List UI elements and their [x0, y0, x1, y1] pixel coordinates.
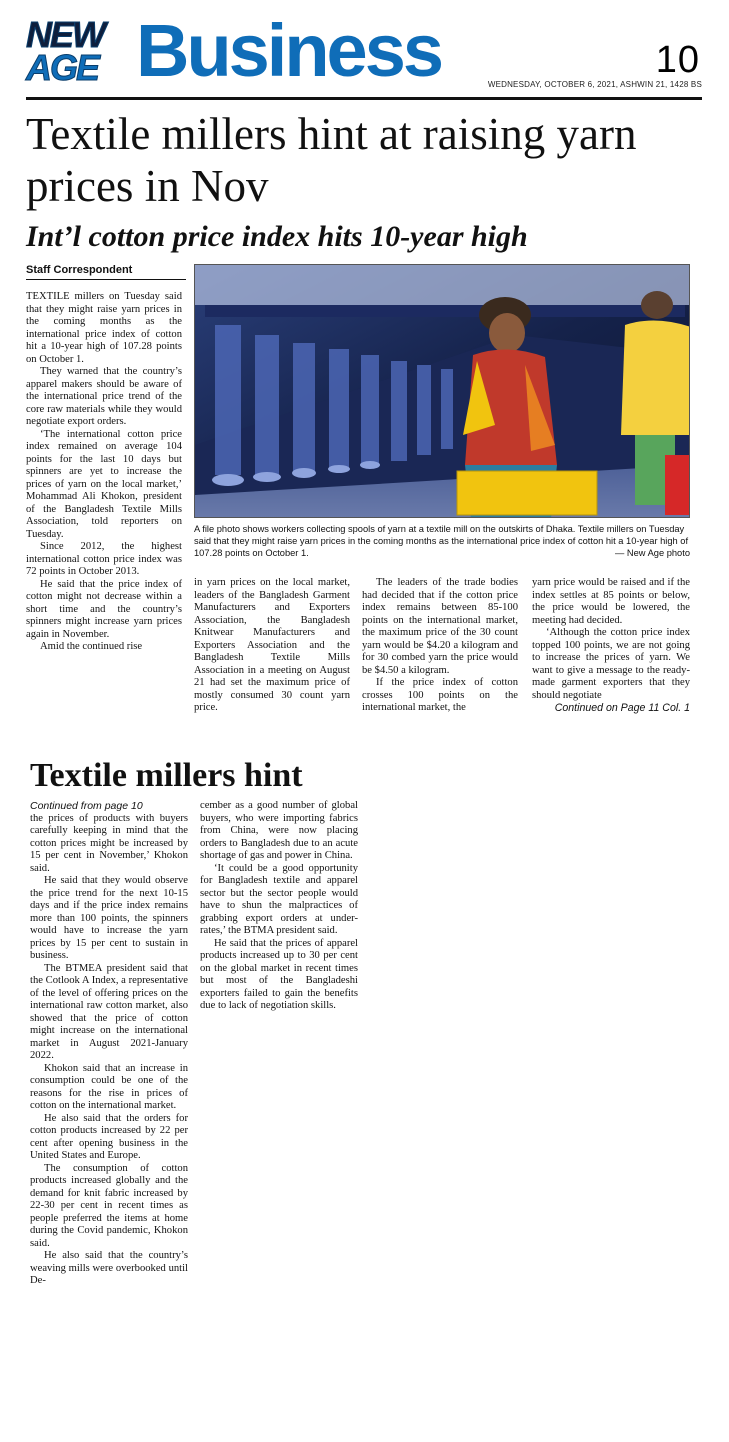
paragraph: the prices of products with buyers carefully keeping in mind that the cotton prices might be increased by 15 per cent in November,’ Khokon said. — [30, 812, 188, 874]
paragraph: He said that they would observe the price trend for the next 10-15 days and if the price index remains more than 100 points, the spinners would have to increase the yarn prices by 15 per cent to sustain in business. — [30, 875, 188, 961]
paragraph: He said that the price index of cotton might not decrease within a short time and the country’s spinners might increase yarn prices again in November. — [26, 578, 182, 640]
page-number: 10 — [655, 39, 700, 81]
paragraph: ‘The international cotton price index remained on average 104 points for the last 10 days but spinners are yet to increase the prices of yarn on the local market,’ Mohammad Ali Khokon, president of the Bangladesh Textile Mills Association, told reporters on Tuesday. — [26, 428, 182, 540]
article-column-3 — [362, 577, 518, 715]
paragraph: The BTMEA president said that the Cotlook A Index, a representative of the level of offering prices on the international raw cotton market, also showed that the price of cotton might increase on the international market in August 2021-January 2022. — [30, 962, 188, 1061]
section-title: Business — [136, 9, 442, 92]
paragraph: cember as a good number of global buyers, who were importing fabrics from China, were now placing orders to Bangladesh due to an acute shortage of gas and power in China. — [200, 800, 358, 861]
article-headline: Textile millers hint at raising yarn prices in Nov — [26, 109, 637, 211]
continued-on-link[interactable]: Continued on Page 11 Col. 1 — [554, 702, 690, 714]
paragraph: He also said that the orders for cotton products increased by 22 per cent after opening business in the United States and Europe. — [30, 1112, 188, 1161]
jump-column-2 — [200, 800, 358, 1013]
paragraph: Amid the continued rise — [40, 641, 143, 652]
paragraph: He said that the prices of apparel products increased up to 30 per cent on the global market in recent times but most of the Bangladeshi exporters failed to gain the benefits due to lack of negotiation skills. — [200, 937, 358, 1011]
continued-from-label: Continued from page 10 — [30, 800, 143, 812]
paragraph: He also said that the country’s weaving mills were overbooked until De- — [30, 1250, 188, 1286]
paragraph: The consumption of cotton products increased globally and the demand for knit fabric increased by 22-30 per cent in recent times as people preferred the items at home during the Covid pandemic, Khokon said. — [30, 1162, 188, 1249]
newage-logo — [26, 14, 130, 88]
textile-mill-photo — [195, 265, 690, 518]
caption-text: A file photo shows workers collecting spools of yarn at a textile mill on the outskirts of Dhaka. Textile millers on Tuesday said that they might raise yarn prices in the coming months as the international price index of cotton hit a 10-year high of 107.28 points on October 1. — [194, 524, 689, 558]
paragraph: They warned that the country’s apparel makers should be aware of the international price trend of the core raw materials while they would negotiate export orders. — [26, 366, 182, 427]
paragraph: ‘It could be a good opportunity for Bangladesh textile and apparel sector but the sector people would have to shun the malpractices of grabbing export orders at under-rates,’ the BTMA president said. — [200, 862, 358, 936]
article-photo — [194, 264, 690, 518]
jump-column-1 — [30, 800, 188, 1288]
paragraph: in yarn prices on the local market, leaders of the Bangladesh Garment Manufacturers and Exporters Association, the Bangladesh Knitwear Manufacturers and Exporters Association and the Bangladesh Textile Mills Association in a meeting on August 21 had set the maximum price of mostly consumed 30 count yarn price. — [194, 577, 350, 713]
paragraph: Since 2012, the highest international cotton price index was 72 points in October 2013. — [26, 541, 182, 577]
byline: Staff Correspondent — [26, 264, 186, 280]
paragraph: The leaders of the trade bodies had decided that if the cotton price index remains between 85-100 points on the international market, the maximum price of the 30 count yarn would be $4.20 a kilogram and for 30 combed yarn the price would be $4.50 a kilogram. — [362, 577, 518, 676]
dateline: WEDNESDAY, OCTOBER 6, 2021, ASHWIN 21, 1428 BS — [487, 80, 702, 89]
logo-new: NEW — [26, 14, 104, 55]
article-column-4 — [532, 577, 690, 715]
photo-caption — [194, 523, 690, 559]
paragraph: TEXTILE millers on Tuesday said that they might raise yarn prices in the coming months as the international price index of cotton hit a 10-year high of 107.28 points on October 1. — [26, 291, 182, 365]
masthead-rule — [26, 97, 702, 100]
paragraph: If the price index of cotton crosses 100 points on the international market, the — [362, 677, 518, 713]
paragraph: Khokon said that an increase in consumption could be one of the reasons for the rise in prices of cotton on the international market. — [30, 1062, 188, 1111]
jump-headline: Textile millers hint — [30, 757, 303, 794]
paragraph: ‘Although the cotton price index topped 100 points, we are not going to increase the prices of yarn. We want to give a message to the ready-made garment exporters that they should negotiate — [532, 627, 690, 701]
article-column-1 — [26, 291, 182, 654]
masthead — [26, 9, 702, 100]
article-subhead: Int’l cotton price index hits 10-year high — [26, 220, 528, 253]
logo-age: AGE — [26, 47, 99, 88]
paragraph: yarn price would be raised and if the index settles at 85 points or below, the price would be lowered, the meeting had decided. — [532, 577, 690, 626]
article-column-2 — [194, 577, 350, 715]
photo-credit: — New Age photo — [615, 548, 690, 558]
